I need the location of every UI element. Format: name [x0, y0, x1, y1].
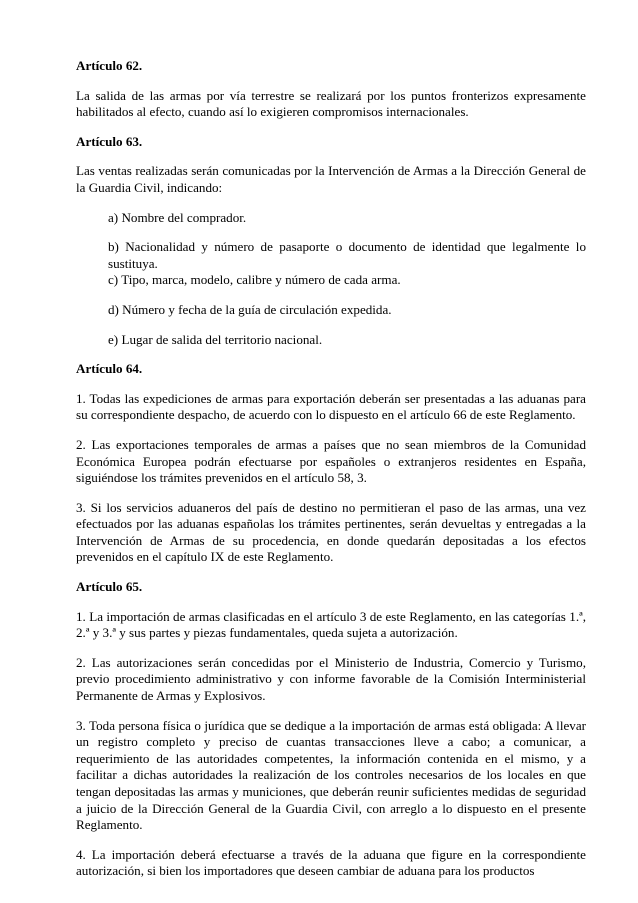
article-62-paragraph: La salida de las armas por vía terrestre se realizará por los puntos fronterizos expresamente habilitados al efecto, cuando así lo exigieren compromisos internacionales. [76, 87, 586, 120]
article-65-paragraph-1: 1. La importación de armas clasificadas en el artículo 3 de este Reglamento, en las categorías 1.ª, 2.ª y 3.ª y sus partes y piezas fundamentales, queda sujeta a autorización. [76, 608, 586, 641]
article-64-paragraph-3: 3. Si los servicios aduaneros del país de destino no permitieran el paso de las armas, una vez efectuados por las aduanas españolas los trámites pertinentes, serán devueltas y entregadas a la Intervención de Armas de su procedencia, en donde quedarán depositadas a los efectos prevenidos en el capítulo IX de este Reglamento. [76, 499, 586, 565]
article-65-paragraph-2: 2. Las autorizaciones serán concedidas por el Ministerio de Industria, Comercio y Turismo, previo procedimiento administrativo y con informe favorable de la Comisión Interministerial Permanente de Armas y Explosivos. [76, 654, 586, 704]
article-64-paragraph-1: 1. Todas las expediciones de armas para exportación deberán ser presentadas a las aduanas para su correspondiente despacho, de acuerdo con lo dispuesto en el artículo 66 de este Reglamento. [76, 390, 586, 423]
article-63-heading: Artículo 63. [76, 133, 143, 149]
article-63-item-a: a) Nombre del comprador. [108, 209, 247, 225]
article-63-paragraph: Las ventas realizadas serán comunicadas por la Intervención de Armas a la Dirección General de la Guardia Civil, indicando: [76, 163, 586, 195]
article-64-heading: Artículo 64. [76, 361, 143, 377]
article-63-item-b: b) Nacionalidad y número de pasaporte o documento de identidad que legalmente lo sustituya. [108, 239, 586, 271]
article-64-paragraph-2: 2. Las exportaciones temporales de armas a países que no sean miembros de la Comunidad Económica Europea podrán efectuarse por españoles o extranjeros residentes en España, siguiéndose los trámites prevenidos en el artículo 58, 3. [76, 436, 586, 486]
article-65-paragraph-4: 4. La importación deberá efectuarse a través de la aduana que figure en la correspondiente autorización, si bien los importadores que deseen cambiar de aduana para los productos [76, 846, 586, 879]
article-63-item-d: d) Número y fecha de la guía de circulación expedida. [108, 301, 392, 317]
article-65-heading: Artículo 65. [76, 579, 143, 595]
article-63-item-c: c) Tipo, marca, modelo, calibre y número de cada arma. [108, 272, 401, 288]
article-62-heading: Artículo 62. [76, 58, 143, 73]
article-65-paragraph-3: 3. Toda persona física o jurídica que se dedique a la importación de armas está obligada: A llevar un registro completo y preciso de cuantas transacciones lleve a cabo; a comunicar, a requerimiento de las autoridades competentes, la información contenida en el mismo, y a facilitar a dichas autoridades la realización de los controles necesarios de los locales en que tengan depositadas las armas y municiones, que deberán reunir suficientes medidas de seguridad a juicio de la Dirección General de la Guardia Civil, con arreglo a lo dispuesto en el presente Reglamento. [76, 717, 586, 833]
article-63-item-e: e) Lugar de salida del territorio nacional. [108, 331, 323, 347]
